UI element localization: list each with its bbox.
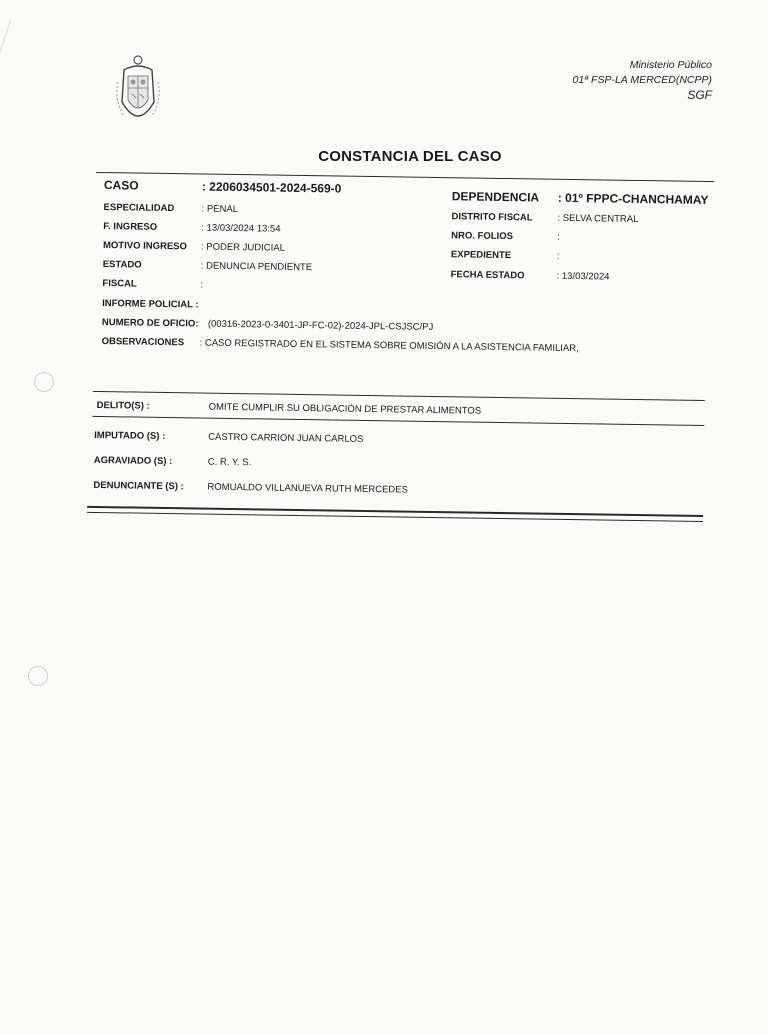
denunciante-value: ROMUALDO VILLANUEVA RUTH MERCEDES bbox=[207, 481, 408, 496]
ingreso-label: F. INGRESO bbox=[103, 221, 158, 233]
agraviado-value: C. R. Y. S. bbox=[207, 456, 252, 469]
motivo-value: : PODER JUDICIAL bbox=[200, 241, 286, 254]
institution-name: Ministerio Público bbox=[629, 59, 712, 71]
system-name: SGF bbox=[687, 88, 712, 102]
estado-value: : DENUNCIA PENDIENTE bbox=[200, 260, 313, 274]
office-name: 01ª FSP-LA MERCED(NCPP) bbox=[572, 74, 712, 86]
delito-label: DELITO(S) : bbox=[96, 399, 150, 412]
fiscal-label: FISCAL bbox=[102, 278, 137, 290]
oficio-value: (00316-2023-0-3401-JP-FC-02)-2024-JPL-CSJSC/PJ bbox=[207, 318, 434, 333]
distrito-label: DISTRITO FISCAL bbox=[451, 211, 533, 224]
imputado-label: IMPUTADO (S) : bbox=[94, 429, 166, 442]
top-rule bbox=[96, 172, 714, 182]
informe-label: INFORME POLICIAL : bbox=[102, 298, 199, 311]
delito-top-rule bbox=[93, 391, 705, 401]
ingreso-value: : 13/03/2024 13:54 bbox=[201, 222, 281, 235]
folios-label: NRO. FOLIOS bbox=[451, 230, 514, 243]
fiscal-value: : bbox=[200, 279, 204, 291]
denunciante-label: DENUNCIANTE (S) : bbox=[93, 479, 184, 493]
page-title: CONSTANCIA DEL CASO bbox=[318, 148, 502, 165]
distrito-value: : SELVA CENTRAL bbox=[557, 212, 639, 225]
estado-label: ESTADO bbox=[102, 259, 142, 271]
bottom-rule-1 bbox=[87, 506, 703, 517]
dependencia-value: : 01º FPPC-CHANCHAMAY bbox=[557, 190, 709, 208]
folios-value: : bbox=[557, 231, 560, 243]
delito-bottom-rule bbox=[92, 416, 704, 426]
dependencia-label: DEPENDENCIA bbox=[451, 189, 540, 205]
agraviado-label: AGRAVIADO (S) : bbox=[93, 454, 173, 468]
observaciones-value: : CASO REGISTRADO EN EL SISTEMA SOBRE OMISIÓN A LA ASISTENCIA FAMILIAR, bbox=[199, 337, 579, 355]
expediente-value: : bbox=[556, 250, 560, 262]
caso-value: : 2206034501-2024-569-0 bbox=[201, 179, 342, 196]
motivo-label: MOTIVO INGRESO bbox=[102, 240, 188, 253]
expediente-label: EXPEDIENTE bbox=[450, 249, 512, 262]
fecha-estado-value: : 13/03/2024 bbox=[556, 270, 610, 283]
caso-label: CASO bbox=[103, 178, 139, 193]
imputado-value: CASTRO CARRION JUAN CARLOS bbox=[208, 431, 364, 445]
delito-value: OMITE CUMPLIR SU OBLIGACIÓN DE PRESTAR ALIMENTOS bbox=[208, 401, 482, 417]
especialidad-value: : PENAL bbox=[201, 203, 239, 216]
fecha-estado-label: FECHA ESTADO bbox=[450, 269, 525, 282]
observaciones-label: OBSERVACIONES bbox=[101, 336, 185, 349]
especialidad-label: ESPECIALIDAD bbox=[103, 202, 175, 215]
oficio-label: NUMERO DE OFICIO: bbox=[101, 317, 199, 330]
